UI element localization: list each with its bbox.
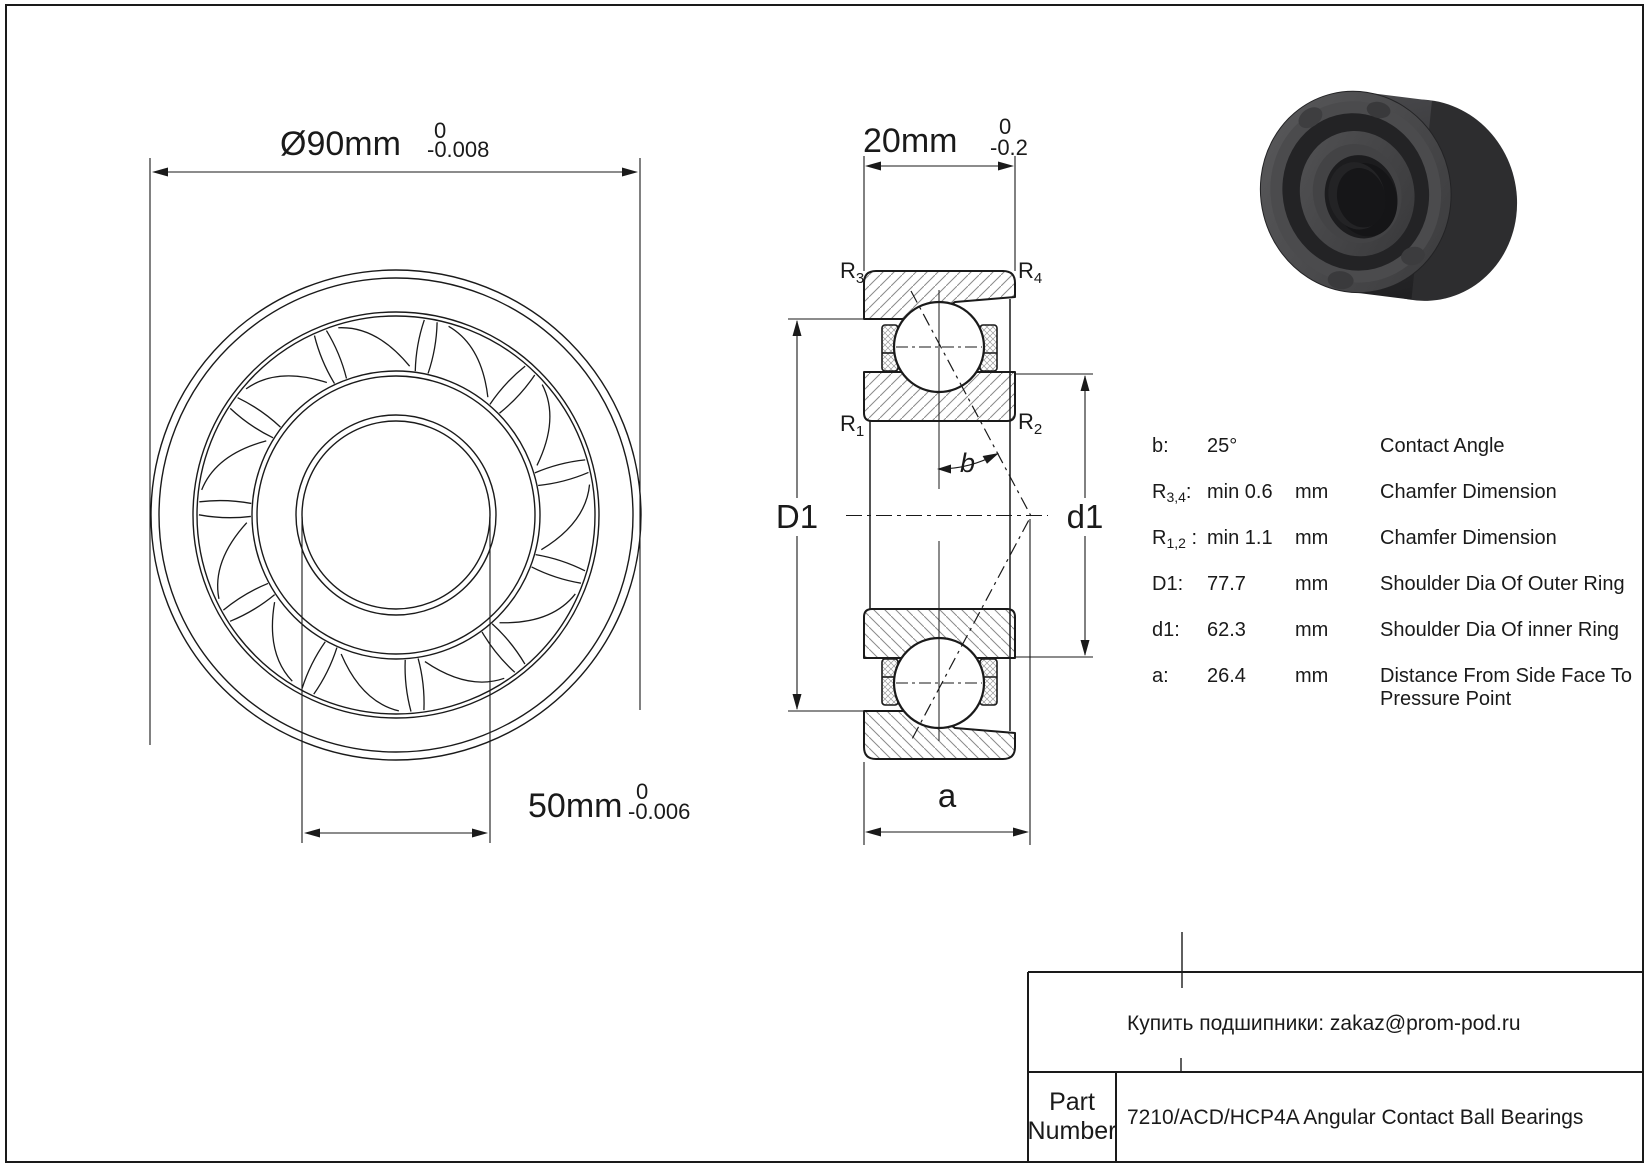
chamfer-label-r1: $R_1$	[840, 411, 865, 440]
spec-row-chamfer-inner	[1152, 527, 1557, 551]
pressure-distance-label: a	[937, 777, 957, 814]
bore-circle	[302, 421, 490, 609]
spec-param: b:	[1152, 435, 1169, 457]
outer-chamfer-circle	[159, 278, 633, 752]
spec-description: Shoulder Dia Of Outer Ring	[1380, 573, 1625, 595]
chamfer-label-r2: $R_2$	[1018, 409, 1043, 438]
cross-section-drawing	[846, 271, 1048, 759]
spec-unit: mm	[1295, 619, 1329, 641]
title-block	[1028, 972, 1643, 1162]
spec-row-chamfer-outer	[1152, 481, 1557, 505]
bore-dimension-label: 50mm	[528, 787, 623, 825]
width-tolerance-upper: 0	[999, 114, 1012, 139]
spec-param: a:	[1152, 665, 1169, 687]
inner-ring-shoulder-circle	[257, 376, 535, 654]
spec-row-outer-shoulder	[1152, 573, 1625, 597]
spec-row-contact-angle	[1152, 435, 1505, 459]
spec-unit: mm	[1295, 665, 1329, 687]
front-view-drawing	[151, 270, 641, 760]
od-tolerance-upper: 0	[434, 118, 447, 143]
width-dimension-label: 20mm	[863, 122, 958, 160]
spec-description: Shoulder Dia Of inner Ring	[1380, 619, 1620, 641]
inner-shoulder-label: d1	[1066, 498, 1104, 535]
spec-param: $R_{1,2}$ :	[1152, 527, 1198, 551]
front-view-dimension-arrows	[152, 168, 638, 838]
spec-value: 26.4	[1207, 665, 1246, 687]
contact-angle-label: b	[960, 448, 976, 478]
outer-diameter-circle	[151, 270, 641, 760]
od-tolerance-lower: -0.008	[427, 137, 490, 162]
bore-tolerance-upper: 0	[636, 779, 649, 804]
spec-unit: mm	[1295, 481, 1329, 503]
spec-unit: mm	[1295, 573, 1329, 595]
spec-description: Chamfer Dimension	[1380, 527, 1557, 549]
spec-param: d1:	[1152, 619, 1180, 641]
spec-description: Distance From Side Face To Pressure Point	[1380, 665, 1632, 710]
spec-value: min 0.6	[1207, 481, 1273, 503]
width-tolerance-lower: -0.2	[990, 135, 1028, 160]
chamfer-label-r4: $R_4$	[1018, 258, 1043, 287]
spec-row-pressure-distance	[1152, 665, 1632, 711]
spec-unit: mm	[1295, 527, 1329, 549]
spec-param: $R_{3,4}$:	[1152, 481, 1192, 505]
spec-value: 77.7	[1207, 573, 1246, 595]
spec-description: Contact Angle	[1380, 435, 1505, 457]
inner-raceway-circle	[252, 371, 540, 659]
seller-contact-text: Купить подшипники: zakaz@prom-pod.ru	[1127, 1012, 1521, 1035]
part-number-label: Part Number	[1027, 1088, 1117, 1145]
bearing-3d-render	[1239, 56, 1538, 336]
bore-tolerance-lower: -0.006	[628, 799, 691, 824]
spec-value: 62.3	[1207, 619, 1246, 641]
title-block-ticks	[1181, 932, 1182, 1072]
spec-param: D1:	[1152, 573, 1184, 595]
outer-ring-shoulder-circle	[193, 312, 599, 718]
bore-chamfer-circle	[296, 415, 496, 615]
spec-description: Chamfer Dimension	[1380, 481, 1557, 503]
spec-value: min 1.1	[1207, 527, 1273, 549]
od-dimension-label: Ø90mm	[280, 125, 401, 163]
outer-shoulder-label: D1	[775, 498, 819, 535]
spec-value: 25°	[1207, 435, 1238, 457]
chamfer-label-r3: $R_3$	[840, 258, 865, 287]
spec-row-inner-shoulder	[1152, 619, 1619, 643]
part-number-value: 7210/ACD/HCP4A Angular Contact Ball Bearings	[1127, 1106, 1584, 1129]
